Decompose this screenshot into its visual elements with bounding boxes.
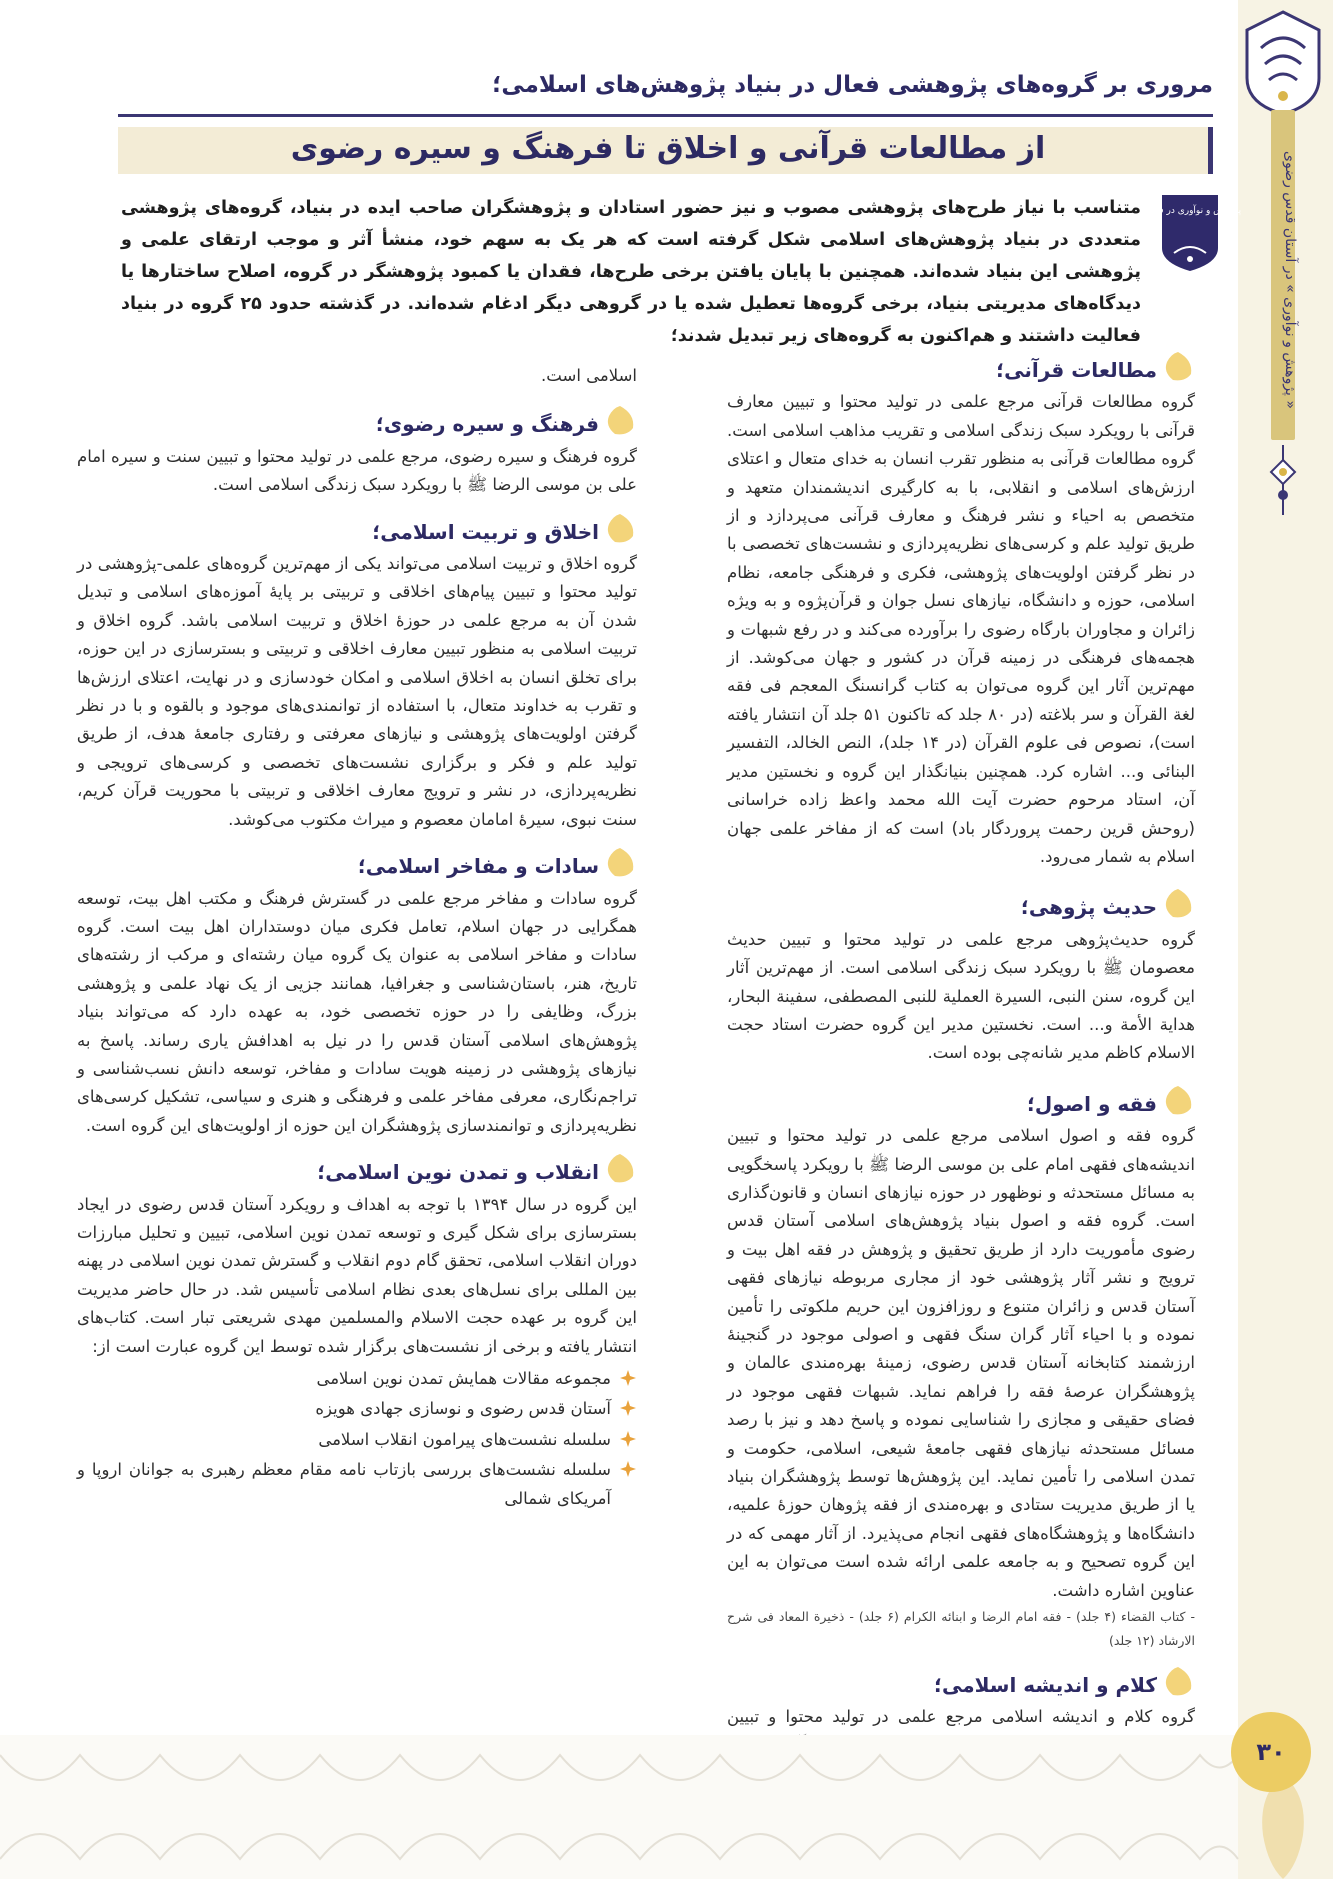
fiqh-works-list: - کتاب القضاء (۴ جلد) - فقه امام الرضا و ابنائه الکرام (۶ جلد) - ذخیرة المعاد فی شرح الارشاد (۱۲ جلد) (727, 1609, 1195, 1649)
heading-enghelab: انقلاب و تمدن نوین اسلامی؛ (317, 1160, 599, 1185)
text-enghelab: این گروه در سال ۱۳۹۴ با توجه به اهداف و رویکرد آستان قدس رضوی در ایجاد بسترسازی برای شکل گیری و توسعه تمدن نوین اسلامی، تبیین و تحلیل مبارزات دوران انقلاب اسلامی، تحقق گام دوم انقلاب و گسترش تمدن نوین اسلامی در پهنه بین المللی برای نسل‌های بعدی نظام اسلامی تأسیس شد. در حال حاضر مدیریت این گروه بر عهده حجت الاسلام والمسلمین مهدی شریعتی تبار است. کتاب‌های انتشار یافته و برخی از نشست‌های برگزار شده توسط این گروه عبارت است از: (77, 1194, 637, 1356)
kalam-continuation: اسلامی است. (541, 366, 637, 385)
text-sadat: گروه سادات و مفاخر مرجع علمی در گسترش فرهنگ و مکتب اهل بیت، توسعه همگرایی در جهان اسلام، تعامل فکری میان دوستداران اهل بیت است. گروه سادات و مفاخر اسلامی به عنوان یک گروه میان رشته‌ای و مرکب از رشته‌های تاریخ، هنر، باستان‌شناسی و جغرافیا، همانند جزیی از یک نهاد علمی و پژوهشی بزرگ، وظایفی را در حوزه تخصصی خود، به عهده دارد که می‌تواند بنیاد پژوهش‌های اسلامی آستان قدس را در نیل به اهدافش یاری رساند. پاسخ به نیازهای پژوهشی در زمینه هویت سادات و مفاخر، توسعه دانش نسب‌شناسی و تراجم‌نگاری، معرفی مفاخر علمی و فرهنگی و هنری و سیاسی، تشکیل کرسی‌های نظریه‌پردازی و توانمندسازی پژوهشگران این حوزه از اولویت‌های این گروه است. (77, 888, 637, 1135)
leaf-bullet-icon (603, 404, 637, 438)
section-razavi (77, 410, 637, 499)
page-subtitle: مروری بر گروه‌های پژوهشی فعال در بنیاد پژوهش‌های اسلامی؛ (492, 72, 1213, 98)
list-item (77, 1365, 637, 1393)
heading-kalam: کلام و اندیشه اسلامی؛ (933, 1673, 1157, 1698)
intro-paragraph: متناسب با نیاز طرح‌های پژوهشی مصوب و نیز حضور استادان و پژوهشگران صاحب ایده در بنیاد، گروه‌های پژوهشی متعددی در بنیاد پژوهش‌های اسلامی شکل گرفته است که هر یک به سهم خود، منشأ آثر و موجب ارتقای علمی و پژوهشی این بنیاد شده‌اند. همچنین با پایان یافتن برخی طرح‌ها، فقدان یا کمبود پژوهشگر در گروه، اصلاح ساختارها یا دیدگاه‌های مدیریتی بنیاد، برخی گروه‌ها تعطیل شده یا در گروهی دیگر ادغام شده‌اند. در گذشته حدود ۲۵ گروه در بنیاد فعالیت داشتند و هم‌اکنون به گروه‌های زیر تبدیل شدند؛ (121, 198, 1141, 346)
list-item (77, 1426, 637, 1454)
heading-quran: مطالعات قرآنی؛ (996, 358, 1157, 382)
text-razavi: گروه فرهنگ و سیره رضوی، مرجع علمی در تولید محتوا و تبیین سنت و سیره امام علی بن موسی الرضا ﷺ با رویکرد سبک زندگی اسلامی است. (77, 446, 637, 495)
section-heading (727, 356, 1195, 384)
page-title: از مطالعات قرآنی و اخلاق تا فرهنگ و سیره رضوی (290, 131, 1046, 166)
section-heading (77, 1158, 637, 1186)
list-item-text: سلسله نشست‌های بررسی بازتاب نامه مقام معظم رهبری به جوانان اروپا و آمریکای شمالی (77, 1460, 611, 1508)
text-kalam: گروه کلام و اندیشه اسلامی مرجع علمی در تولید محتوا و تبیین (727, 1707, 1195, 1727)
arabesque-pattern-icon (0, 1735, 1238, 1879)
list-item-text: سلسله نشست‌های پیرامون انقلاب اسلامی (318, 1429, 611, 1449)
heading-hadith: حدیث پژوهی؛ (1020, 895, 1157, 920)
section-fiqh (727, 1090, 1195, 1653)
list-item-text: مجموعه مقالات همایش تمدن نوین اسلامی (316, 1369, 611, 1388)
leaf-bullet-icon (603, 1152, 637, 1186)
leaf-bullet-icon (603, 512, 637, 546)
left-column (77, 362, 637, 1523)
star-bullet-icon (619, 1460, 637, 1478)
section-enghelab (77, 1158, 637, 1513)
leaf-bullet-icon (1161, 1084, 1195, 1118)
text-hadith: گروه حدیث‌پژوهی مرجع علمی در تولید محتوا و تبیین حدیث معصومان ﷺ با رویکرد سبک زندگی اسلامی است. از مهم‌ترین آثار این گروه، سنن النبی، السیرة العملیة للنبی المصطفی، سفینة البحار، هدایة الأمة و... است. نخستین مدیر این گروه حضرت استاد حجت الاسلام کاظم مدیر شانه‌چی بوده است. (727, 929, 1195, 1063)
bottom-pattern-band (0, 1735, 1238, 1879)
star-bullet-icon (619, 1430, 637, 1448)
section-heading (727, 1671, 1195, 1699)
page-number: ۳۰ (1231, 1712, 1311, 1792)
section-akhlagh (77, 518, 637, 834)
heading-sadat: سادات و مفاخر اسلامی؛ (357, 854, 599, 879)
list-item (77, 1395, 637, 1423)
right-column (727, 350, 1195, 1799)
text-fiqh: گروه فقه و اصول اسلامی مرجع علمی در تولید محتوا و تبیین اندیشه‌های فقهی امام علی بن موسی الرضا ﷺ با رویکرد پاسخگویی به مسائل مستحدثه و نوظهور در حوزه نیازهای انسان و قانون‌گذاری است. گروه فقه و اصول بنیاد پژوهش‌های اسلامی آستان قدس رضوی مأموریت دارد از طریق تحقیق و پژوهش در فقه اهل بیت و ترویج و نشر آثار پژوهشی خود از مجاری مربوطه نیازهای فقهی آستان قدس و زائران متنوع و روزافزون این حریم ملکوتی را تأمین نموده و با احیاء آثار گران سنگ فقهی و اصولی موجود در گنجینهٔ ارزشمند کتابخانه آستان قدس رضوی، زمینهٔ بهره‌مندی عالمان و پژوهشگران عرصهٔ فقه را فراهم نماید. شبهات فقهی موجود در فضای حقیقی و مجازی را شناسایی نموده و پاسخ دهد و نیز با رصد مسائل مستحدثه نیازهای فقهی جامعهٔ شیعی، اسلامی، حکومت و تمدن اسلامی را تأمین نماید. این پژوهش‌ها توسط پژوهشگران بنیاد یا از طریق مدیریت ستادی و بهره‌مندی از فقه پژوهان حوزهٔ علمیه، دانشگاه‌ها و پژوهشگاه‌های فقهی انجام می‌پذیرد. از آثار مهمی که در این گروه تصحیح و به جامعه علمی ارائه شده است می‌توان به این عناوین اشاره داشت. (727, 1126, 1195, 1600)
heading-fiqh: فقه و اصول؛ (1026, 1091, 1157, 1116)
section-heading (77, 410, 637, 438)
section-heading (727, 893, 1195, 921)
section-heading (77, 518, 637, 546)
section-sadat (77, 852, 637, 1140)
header-divider (118, 114, 1213, 117)
enghelab-list (77, 1365, 637, 1513)
magazine-logo-icon (1241, 8, 1325, 118)
text-akhlagh: گروه اخلاق و تربیت اسلامی می‌تواند یکی از مهم‌ترین گروه‌های علمی-پژوهشی در تولید محتوا و تبیین پیام‌های اخلاقی و تربیتی بر پایهٔ آموزه‌های اسلامی و تبدیل شدن آن به مرجع علمی در حوزهٔ اخلاق و تربیت اسلامی باشد. گروه اخلاق و تربیت اسلامی به منظور تبیین معارف اخلاقی و تربیتی و بسترسازی در این حوزه، برای تخلق انسان به اخلاق اسلامی و امکان خودسازی و در نهایت، اعتلای ارزش‌ها و تقرب به خداوند متعال، با استفاده از توانمندی‌های موجود و بالقوه و با در نظر گرفتن اولویت‌های پژوهشی و نیازهای معرفتی و رفتاری جامعهٔ هدف، از طریق تولید علم و فکر و برگزاری نشست‌های تخصصی و کرسی‌های ترویجی و نظریه‌پردازی، در نشر و ترویج معارف اخلاقی و تربیتی با محوریت قرآن کریم، سنت نبوی، سیرهٔ امامان معصوم و میراث مکتوب می‌کوشد. (77, 554, 637, 829)
heading-razavi: فرهنگ و سیره رضوی؛ (375, 412, 599, 437)
text-quran: گروه مطالعات قرآنی مرجع علمی در تولید محتوا و تبیین معارف قرآنی با رویکرد سبک زندگی اسلامی و تقریب مذاهب اسلامی است. گروه مطالعات قرآنی به منظور تقرب انسان به خدای متعال و اعتلای ارزش‌های اسلامی و انقلابی، با به کارگیری اندیشمندان متعهد و متخصص به احیاء و نشر فرهنگ و معارف قرآنی می‌پردازد و از طریق تولید علم و کرسی‌های نظریه‌پردازی و نشست‌های تخصصی با در نظر گرفتن اولویت‌های پژوهشی، فکری و فرهنگی جامعه، نظام اسلامی، حوزه و دانشگاه، نیازهای نسل جوان و قرآن‌پژوه و به ویژه زائران و مجاوران بارگاه رضوی را برآورده می‌کند و در رفع شبهات و هجمه‌های فرهنگی در زمینه قرآن در کشور و جهان می‌کوشد. از مهم‌ترین آثار این گروه می‌توان به کتاب گرانسنگ المعجم فی فقه لغة القرآن و سر بلاغته (در ۸۰ جلد که تاکنون ۵۱ جلد آن انتشار یافته است)، نصوص فی علوم القرآن (در ۱۴ جلد)، النص الخالد، التفسیر البنائی و... اشاره کرد. همچنین بنیانگذار این گروه و نخستین مدیر آن، استاد مرحوم حضرت آیت الله محمد واعظ زاده خراسانی (روحش قرین رحمت پروردگار باد) است که از مفاخر علمی جهان اسلام به شمار می‌رود. (727, 392, 1196, 866)
section-quran (727, 356, 1195, 871)
flower-ornament-icon (1258, 445, 1308, 515)
leaf-bullet-icon (1161, 1665, 1195, 1699)
side-vertical-title: « پژوهش و نوآوری » در آستان قدس رضوی (1282, 151, 1298, 409)
list-item-text: آستان قدس رضوی و نوسازی جهادی هویزه (315, 1399, 611, 1419)
leaf-bullet-icon (1161, 887, 1195, 921)
section-heading (77, 852, 637, 880)
section-heading (727, 1090, 1195, 1118)
list-item (77, 1456, 637, 1513)
side-ornament-strip (1238, 0, 1333, 1879)
heading-akhlagh: اخلاق و تربیت اسلامی؛ (372, 519, 599, 544)
star-bullet-icon (619, 1369, 637, 1387)
badge-label: پژوهش و نوآوری در فرهنگ (1138, 206, 1242, 216)
star-bullet-icon (619, 1399, 637, 1417)
research-badge-icon (1138, 193, 1242, 273)
leaf-bullet-icon (603, 846, 637, 880)
section-hadith (727, 893, 1195, 1067)
leaf-bullet-icon (1161, 350, 1195, 384)
